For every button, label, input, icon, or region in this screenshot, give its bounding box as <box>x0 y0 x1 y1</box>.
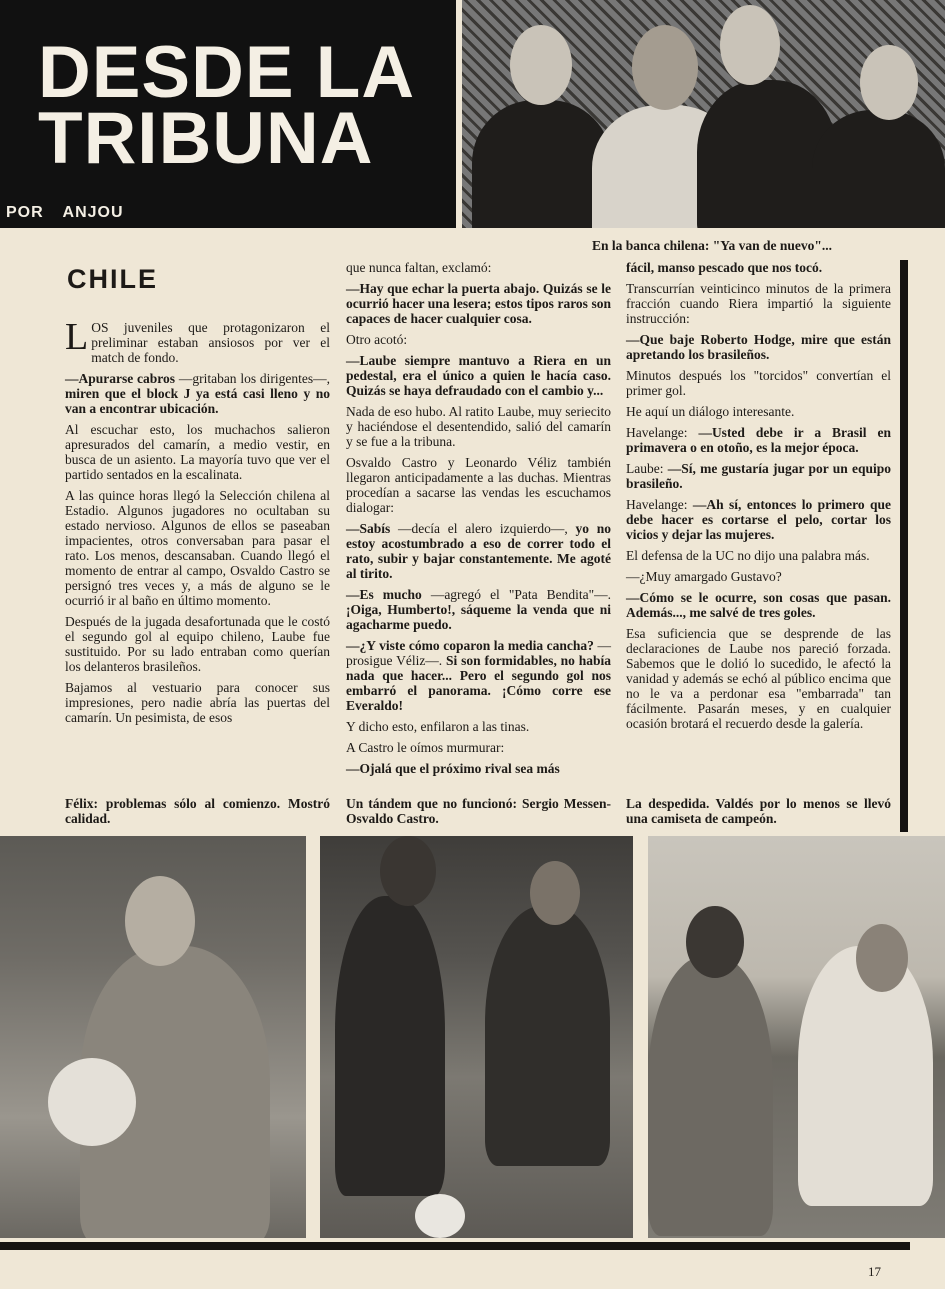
body-text: —decía el alero izquierdo—, <box>398 521 576 536</box>
bold-quote-text: yo no estoy acostumbrado a eso de correr todo el rato, subir y bajar constantemente. Me agoté al tirito. <box>346 521 611 581</box>
bold-quote-text: —Ah sí, entonces lo primero que debe hacer es cortarse el pelo, cortar los vicios y dejar las mujeres. <box>626 497 892 542</box>
photo-messen-castro <box>320 836 633 1238</box>
body-text: Minutos después los "torcidos" convertían el primer gol. <box>626 368 891 398</box>
article-paragraph <box>626 590 891 620</box>
article-paragraph <box>65 680 330 725</box>
body-text: A Castro le oímos murmurar: <box>346 740 505 755</box>
article-paragraph <box>346 638 611 713</box>
article-paragraph <box>346 281 611 326</box>
bold-quote-text: —Que baje Roberto Hodge, mire que están apretando los brasileños. <box>626 332 891 362</box>
bold-quote-text: —Cómo se le ocurre, son cosas que pasan. Además..., me salvé de tres goles. <box>626 590 891 620</box>
byline-author: ANJOU <box>62 204 124 221</box>
article-paragraph <box>626 425 891 455</box>
byline-prefix: POR <box>6 204 44 221</box>
body-text: Osvaldo Castro y Leonardo Véliz también llegaron anticipadamente a las duchas. Mientras procedían a sacarse las vendas les escuchamos dialogar: <box>346 455 611 515</box>
article-paragraph <box>346 587 611 632</box>
drop-cap: L <box>65 316 89 358</box>
body-text: —prosigue Véliz—. <box>346 638 611 668</box>
section-title: CHILE <box>67 264 158 294</box>
body-text: —gritaban los dirigentes—, <box>178 371 330 386</box>
article-paragraph <box>346 740 611 755</box>
body-text: Transcurrían veinticinco minutos de la primera fracción cuando Riera impartió la siguiente instrucción: <box>626 281 891 326</box>
article-paragraph <box>346 719 611 734</box>
article-paragraph <box>346 761 611 776</box>
column-1-text <box>65 260 330 782</box>
body-text: —¿Muy amargado Gustavo? <box>626 569 782 584</box>
body-text: A las quince horas llegó la Selección chilena al Estadio. Algunos jugadores no ocultaban su estado nervioso. Algunos de ellos se paseaban impacientes, otros conversaban para pasar el rato. Los menos, descansaban. Cuando llegó el momento de entrar al campo, Osvaldo Castro se persignó tres veces y, a más de alguno se le ocurrió ir al baño en último momento. <box>65 488 330 608</box>
article-paragraph <box>65 422 330 482</box>
bold-quote-text: —¿Y viste cómo coparon la media cancha? <box>346 638 598 653</box>
photo-caption-despedida: La despedida. Valdés por lo menos se llevó una camiseta de campeón. <box>626 796 891 826</box>
article-title <box>38 32 416 179</box>
bold-quote-text: ¡Oiga, Humberto!, sáqueme la venda que ni agacharme puedo. <box>346 602 611 632</box>
article-paragraph <box>626 368 891 398</box>
article-paragraph <box>626 404 891 419</box>
article-column-1 <box>65 260 330 826</box>
title-line-1: DESDE LA <box>38 32 416 113</box>
body-text: que nunca faltan, exclamó: <box>346 260 492 275</box>
article-paragraph <box>346 260 611 275</box>
article-paragraph <box>346 521 611 581</box>
body-text: Y dicho esto, enfilaron a las tinas. <box>346 719 530 734</box>
body-text: Havelange: <box>626 425 699 440</box>
body-text: Havelange: <box>626 497 693 512</box>
bold-quote-text: —Hay que echar la puerta abajo. Quizás se le ocurrió hacer una lesera; estos tipos raros son capaces de hacer cualquier cosa. <box>346 281 611 326</box>
bold-quote-text: —Ojalá que el próximo rival sea más <box>346 761 560 776</box>
bold-quote-text: —Laube siempre mantuvo a Riera en un pedestal, era el único a quien le hacía caso. Quizás se haya defraudado con el cambio y... <box>346 353 611 398</box>
article-paragraph <box>626 497 891 542</box>
body-text: OS juveniles que protagonizaron el preliminar estaban ansiosos por ver el match de fondo. <box>91 320 330 365</box>
bold-quote-text: —Apurarse cabros <box>65 371 179 386</box>
body-text: Otro acotó: <box>346 332 408 347</box>
body-text: Esa suficiencia que se desprende de las declaraciones de Laube nos pareció forzada. Sabemos que le dolió lo sucedido, le afectó la vanidad y además se echó al público encima que no le va a perdonar esa "embarrada" tan fácilmente. Pasarán meses, y en cualquier ocasión brotará el recuerdo desde la galería. <box>626 626 891 731</box>
photo-goalkeeper-felix <box>0 836 306 1238</box>
article-paragraph <box>626 260 891 275</box>
bold-quote-text: —Usted debe ir a Brasil en primavera o en otoño, es la mejor época. <box>626 425 892 455</box>
article-paragraph <box>626 626 891 731</box>
body-text: —agregó el "Pata Bendita"—. <box>430 587 611 602</box>
article-paragraph <box>65 488 330 608</box>
article-paragraph <box>65 371 330 416</box>
article-column-2 <box>346 260 611 826</box>
top-photo-caption: En la banca chilena: "Ya van de nuevo"... <box>592 238 833 253</box>
byline <box>6 204 124 222</box>
title-line-2: TRIBUNA <box>38 98 374 179</box>
body-text: Bajamos al vestuario para conocer sus impresiones, pero nadie abría las puertas del camarín. Un pesimista, de esos <box>65 680 330 725</box>
body-text: El defensa de la UC no dijo una palabra más. <box>626 548 870 563</box>
body-text: Después de la jugada desafortunada que le costó el segundo gol al equipo chileno, Laube fue sustituido. Por su lado entraban como querían los delanteros brasileños. <box>65 614 330 674</box>
article-paragraph <box>346 332 611 347</box>
bold-quote-text: —Sí, me gustaría jugar por un equipo brasileño. <box>626 461 891 491</box>
page-flow <box>0 238 945 1280</box>
photo-chilean-bench <box>462 0 945 228</box>
bold-quote-text: miren que el block J ya está casi lleno y no van a encontrar ubicación. <box>65 386 330 416</box>
column-2-text <box>346 260 611 782</box>
article-paragraph <box>65 614 330 674</box>
bottom-rule <box>0 1242 910 1250</box>
body-text: Al escuchar esto, los muchachos salieron apresurados del camarín, a medio vestir, en busca de un asiento. La mayoría tuvo que ver el partido sentados en la escalinata. <box>65 422 330 482</box>
bold-quote-text: —Es mucho <box>346 587 431 602</box>
photo-valdes-farewell <box>648 836 945 1238</box>
article-paragraph <box>346 455 611 515</box>
article-paragraph <box>626 461 891 491</box>
article-paragraph <box>626 332 891 362</box>
article-paragraph <box>65 316 330 365</box>
body-text: Laube: <box>626 461 668 476</box>
article-body <box>0 260 908 832</box>
article-paragraph <box>626 548 891 563</box>
column-3-text <box>626 260 891 782</box>
body-text: He aquí un diálogo interesante. <box>626 404 795 419</box>
bold-quote-text: fácil, manso pescado que nos tocó. <box>626 260 823 275</box>
body-text: Nada de eso hubo. Al ratito Laube, muy seriecito y haciéndose el desentendido, salió del camarín y se fue a la tribuna. <box>346 404 611 449</box>
article-paragraph <box>626 569 891 584</box>
article-paragraph <box>346 353 611 398</box>
bold-quote-text: —Sabís <box>346 521 399 536</box>
header-block <box>0 0 456 228</box>
article-paragraph <box>346 404 611 449</box>
article-column-3 <box>626 260 891 826</box>
bold-quote-text: Si son formidables, no había nada que hacer... Pero el segundo gol nos embarró el panorama. ¡Cómo corre ese Everaldo! <box>346 653 611 713</box>
photo-row <box>0 836 945 1238</box>
photo-caption-tandem: Un tándem que no funcionó: Sergio Messen-Osvaldo Castro. <box>346 796 611 826</box>
photo-caption-felix: Félix: problemas sólo al comienzo. Mostró calidad. <box>65 796 330 826</box>
article-paragraph <box>626 281 891 326</box>
page-number: 17 <box>868 1264 881 1279</box>
